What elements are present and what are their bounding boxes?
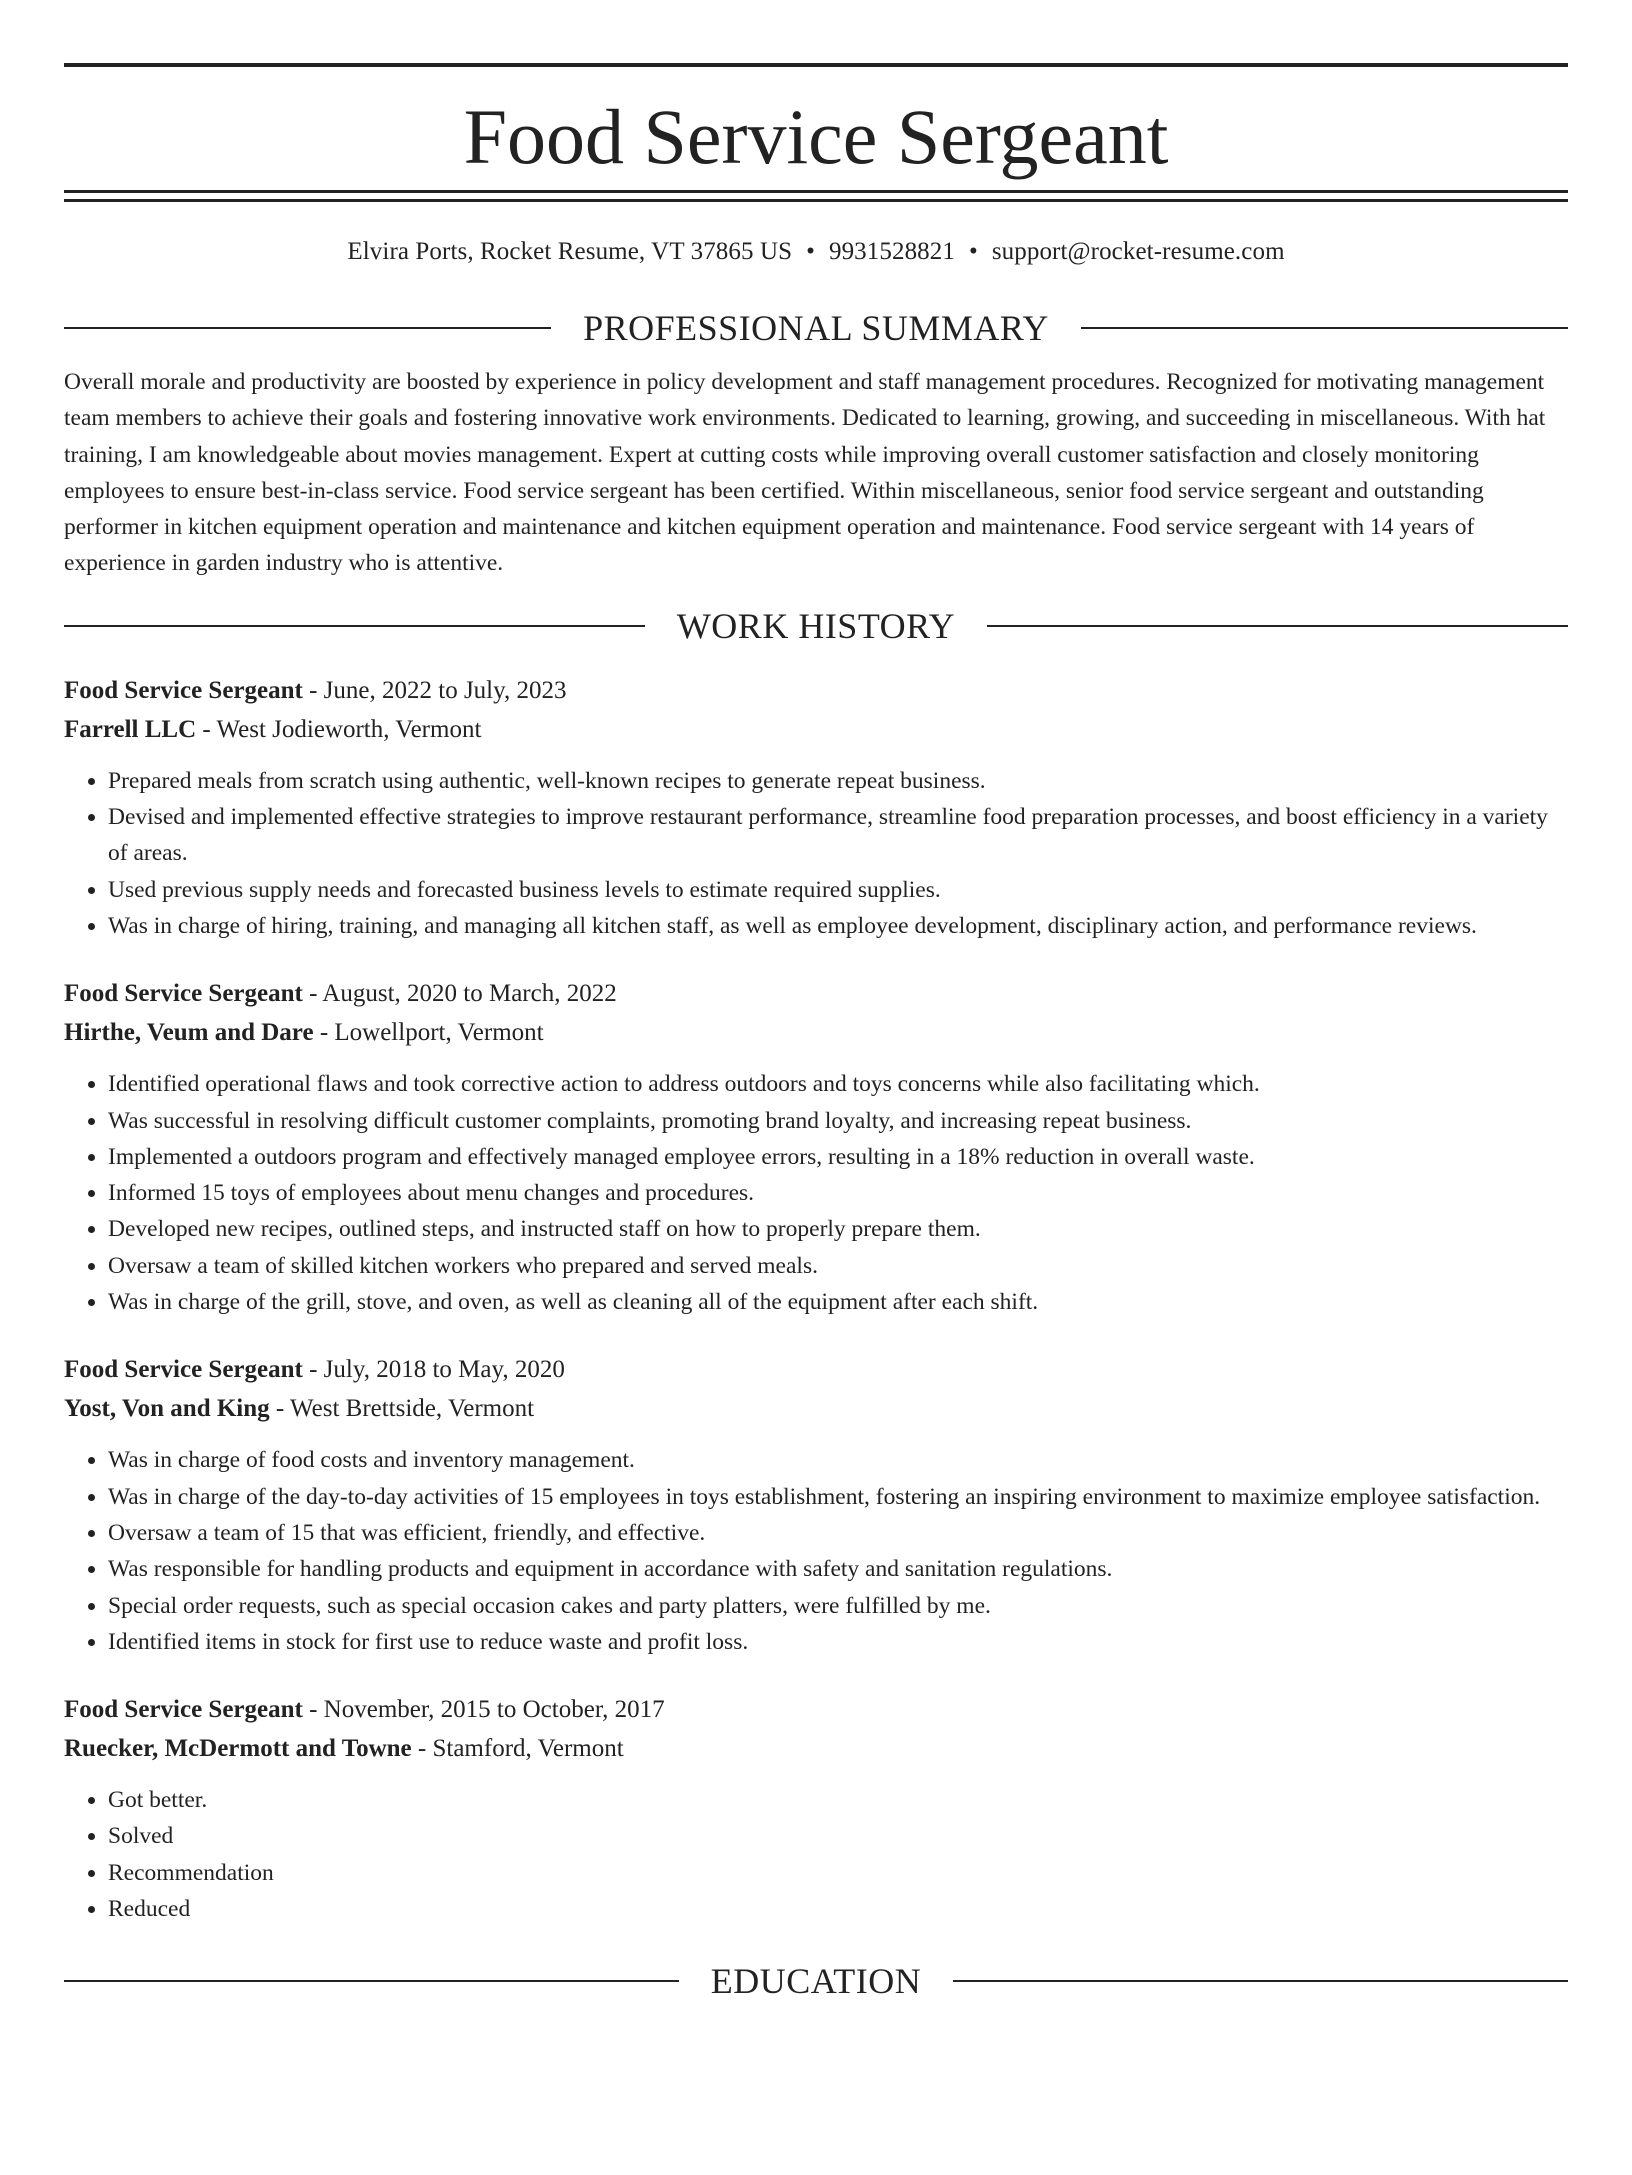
job-bullet: • Oversaw a team of 15 that was efficient, friendly, and effective.: [108, 1515, 1568, 1551]
contact-address: Elvira Ports, Rocket Resume, VT 37865 US: [347, 238, 793, 265]
job-bullet: • Devised and implemented effective strategies to improve restaurant performance, streamline food preparation processes, and boost efficiency in a variety of areas.: [108, 799, 1568, 872]
job-company: Farrell LLC: [64, 715, 197, 743]
job-bullet: • Was responsible for handling products and equipment in accordance with safety and sanitation regulations.: [108, 1551, 1568, 1587]
job-location: - West Brettside, Vermont: [269, 1395, 535, 1423]
job-title-line: [64, 974, 1568, 1013]
job-title: Food Service Sergeant: [64, 980, 303, 1008]
job-bullets: [64, 763, 1568, 944]
job-bullet: • Implemented a outdoors program and effectively managed employee errors, resulting in a 18% reduction in overall waste.: [108, 1139, 1568, 1175]
job-bullet: • Was in charge of the grill, stove, and oven, as well as cleaning all of the equipment after each shift.: [108, 1284, 1568, 1320]
job-dates: - August, 2020 to March, 2022: [302, 980, 617, 1008]
resume-title: Food Service Sergeant: [463, 93, 1169, 180]
heading-rule-right: [953, 1980, 1568, 1982]
job-bullet: • Got better.: [108, 1782, 1568, 1818]
job-title: Food Service Sergeant: [64, 1696, 303, 1724]
job-bullet: • Was in charge of hiring, training, and managing all kitchen staff, as well as employee development, disciplinary action, and performance reviews.: [108, 908, 1568, 944]
title-double-rule: [64, 190, 1568, 202]
job-company-line: [64, 710, 1568, 749]
job-dates: - June, 2022 to July, 2023: [302, 676, 567, 704]
job-bullet: • Informed 15 toys of employees about menu changes and procedures.: [108, 1175, 1568, 1211]
job-bullet: • Reduced: [108, 1891, 1568, 1927]
job-bullets: [64, 1782, 1568, 1927]
contact-separator: •: [968, 238, 978, 265]
job-location: - Stamford, Vermont: [411, 1735, 624, 1763]
section-heading-summary: [64, 306, 1568, 350]
job-entry: [64, 1690, 1568, 1927]
resume-page: [0, 63, 1632, 2175]
contact-line: [64, 238, 1568, 266]
job-bullet: • Solved: [108, 1818, 1568, 1854]
job-bullet: • Identified operational flaws and took corrective action to address outdoors and toys concerns while also facilitating which.: [108, 1066, 1568, 1102]
job-bullet: • Was successful in resolving difficult customer complaints, promoting brand loyalty, and increasing repeat business.: [108, 1103, 1568, 1139]
job-dates: - July, 2018 to May, 2020: [302, 1356, 565, 1384]
job-company-line: [64, 1389, 1568, 1428]
job-dates: - November, 2015 to October, 2017: [302, 1696, 665, 1724]
job-location: - West Jodieworth, Vermont: [196, 715, 482, 743]
job-entry: [64, 974, 1568, 1320]
contact-separator: •: [806, 238, 815, 265]
job-bullet: • Was in charge of food costs and inventory management.: [108, 1442, 1568, 1478]
job-title-line: [64, 671, 1568, 710]
contact-phone: 9931528821: [828, 238, 955, 265]
job-entry: [64, 671, 1568, 944]
section-title: PROFESSIONAL SUMMARY: [583, 308, 1049, 348]
job-bullet: • Was in charge of the day-to-day activities of 15 employees in toys establishment, fostering an inspiring environment to maximize employee satisfaction.: [108, 1479, 1568, 1515]
heading-rule-left: [64, 327, 551, 329]
job-title: Food Service Sergeant: [64, 676, 303, 704]
section-heading-work-history: [64, 604, 1568, 648]
job-company: Hirthe, Veum and Dare: [64, 1019, 314, 1047]
heading-rule-right: [987, 625, 1568, 627]
job-bullet: • Used previous supply needs and forecasted business levels to estimate required supplies.: [108, 872, 1568, 908]
job-entry: [64, 1350, 1568, 1660]
job-company-line: [64, 1013, 1568, 1052]
job-company: Yost, Von and King: [64, 1395, 270, 1423]
job-bullet: • Identified items in stock for first use to reduce waste and profit loss.: [108, 1624, 1568, 1660]
summary-text: Overall morale and productivity are boosted by experience in policy development and staff management procedures. Recognized for motivating management team members to achieve their goals and fostering innovative work environments. Dedicated to learning, growing, and succeeding in miscellaneous. With hat training, I am knowledgeable about movies management. Expert at cutting costs while improving overall customer satisfaction and closely monitoring employees to ensure best-in-class service. Food service sergeant has been certified. Within miscellaneous, senior food service sergeant and outstanding performer in kitchen equipment operation and maintenance and kitchen equipment operation and maintenance. Food service sergeant with 14 years of experience in garden industry who is attentive.: [64, 369, 1546, 577]
job-bullets: [64, 1442, 1568, 1660]
job-company-line: [64, 1729, 1568, 1768]
heading-rule-left: [64, 1980, 679, 1982]
job-title: Food Service Sergeant: [64, 1356, 303, 1384]
job-bullet: • Oversaw a team of skilled kitchen workers who prepared and served meals.: [108, 1248, 1568, 1284]
section-title: WORK HISTORY: [676, 605, 956, 646]
job-company: Ruecker, McDermott and Towne: [64, 1735, 412, 1763]
job-title-line: [64, 1690, 1568, 1729]
job-bullet: • Recommendation: [108, 1855, 1568, 1891]
section-title: EDUCATION: [710, 1961, 922, 2002]
job-bullet: • Prepared meals from scratch using authentic, well-known recipes to generate repeat business.: [108, 763, 1568, 799]
job-location: - Lowellport, Vermont: [313, 1019, 544, 1047]
section-heading-education: [64, 1959, 1568, 2003]
job-bullet: • Special order requests, such as special occasion cakes and party platters, were fulfilled by me.: [108, 1588, 1568, 1624]
heading-rule-left: [64, 625, 645, 627]
job-bullets: [64, 1066, 1568, 1320]
job-title-line: [64, 1350, 1568, 1389]
job-bullet: • Developed new recipes, outlined steps, and instructed staff on how to properly prepare them.: [108, 1211, 1568, 1247]
heading-rule-right: [1081, 327, 1568, 329]
contact-email: support@rocket-resume.com: [991, 238, 1285, 265]
